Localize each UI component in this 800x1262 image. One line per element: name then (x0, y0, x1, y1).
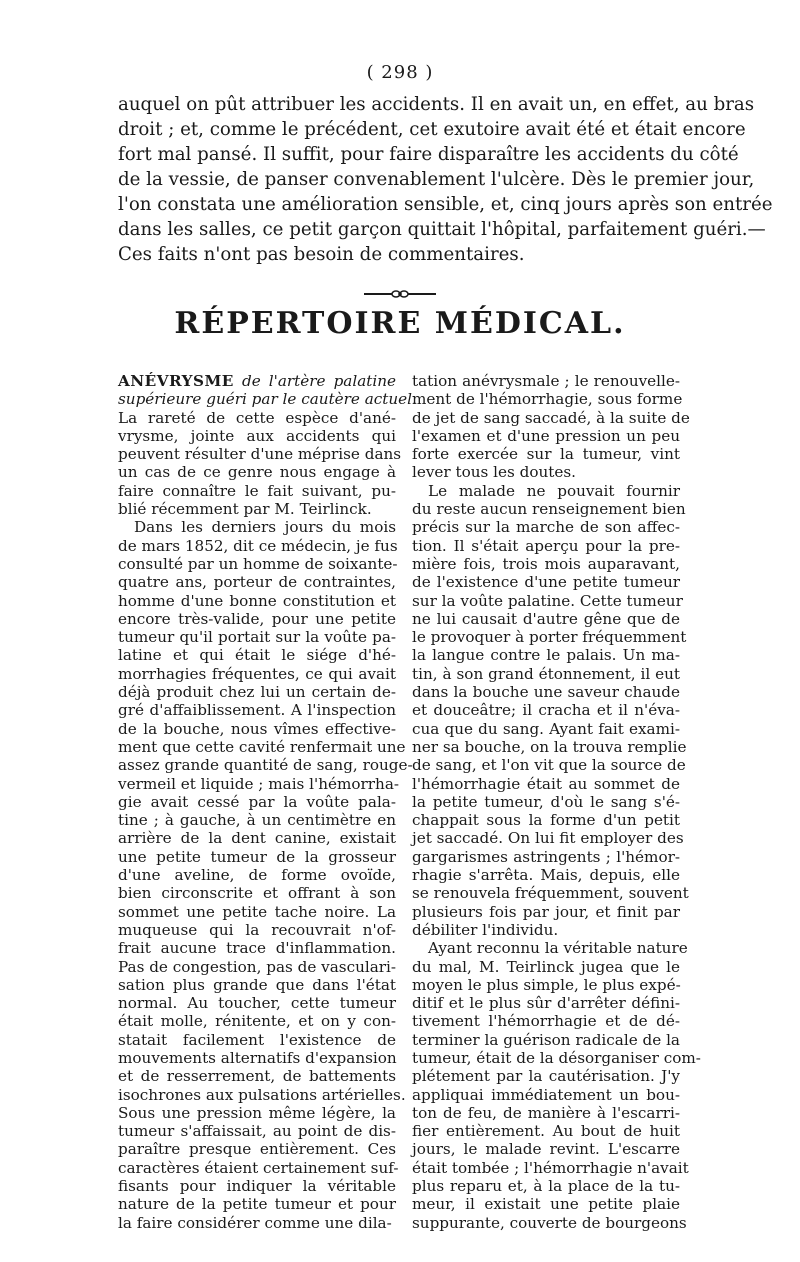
text-line: l'hémorrhagie était au sommet de (412, 774, 680, 793)
right-column-lines (412, 372, 701, 1232)
text-line: ditif et le plus sûr d'arrêter défini- (412, 994, 680, 1013)
text-line: tumeur s'affaissait, au point de dis- (118, 1122, 396, 1141)
text-line: précis sur la marche de son affec- (412, 518, 680, 537)
text-line: l'examen et d'une pression un peu (412, 426, 680, 445)
text-line: appliquai immédiatement un bou- (412, 1085, 680, 1104)
text-line: blié récemment par M. Teirlinck. (118, 500, 372, 519)
text-line: ne lui causait d'autre gêne que de (412, 609, 680, 628)
text-line: terminer la guérison radicale de la (412, 1030, 680, 1049)
left-column-lines (118, 390, 417, 1232)
text-line: normal. Au toucher, cette tumeur (118, 994, 396, 1013)
text-line: paraître presque entièrement. Ces (118, 1140, 396, 1159)
text-line: ment que cette cavité renfermait une (118, 737, 406, 756)
text-line: supérieure guéri par le cautère actuel. (118, 390, 417, 409)
text-line: tation anévrysmale ; le renouvelle- (412, 372, 680, 390)
intro-line: dans les salles, ce petit garçon quittait l'hôpital, parfaitement guéri.— (118, 219, 766, 240)
text-line: meur, il existait une petite plaie (412, 1195, 680, 1214)
text-line: du reste aucun renseignement bien (412, 500, 686, 519)
text-line: ton de feu, de manière à l'escarri- (412, 1103, 680, 1122)
text-line: déjà produit chez lui un certain de- (118, 683, 396, 702)
text-line: fier entièrement. Au bout de huit (412, 1122, 680, 1141)
text-line: dans la bouche une saveur chaude (412, 683, 680, 702)
right-column (412, 372, 701, 1232)
text-line: de jet de sang saccadé, à la suite de (412, 408, 690, 427)
text-line: moyen le plus simple, le plus expé- (412, 975, 681, 994)
text-line: ner sa bouche, on la trouva remplie (412, 737, 687, 756)
text-line: gargarismes astringents ; l'hémor- (412, 847, 680, 866)
text-line: mière fois, trois mois auparavant, (412, 554, 680, 573)
text-line: Dans les derniers jours du mois (134, 518, 396, 537)
text-line: une petite tumeur de la grosseur (118, 847, 396, 866)
text-line: mouvements alternatifs d'expansion (118, 1048, 397, 1067)
text-line: statait facilement l'existence de (118, 1030, 396, 1049)
text-line: fisants pour indiquer la véritable (118, 1177, 396, 1196)
text-line: ment de l'hémorrhagie, sous forme (412, 390, 683, 409)
text-line: débiliter l'individu. (412, 920, 559, 939)
text-line: d'une aveline, de forme ovoïde, (118, 866, 396, 885)
text-line: rhagie s'arrêta. Mais, depuis, elle (412, 866, 680, 885)
text-line: plus reparu et, à la place de la tu- (412, 1177, 680, 1196)
intro-line: l'on constata une amélioration sensible, et, cinq jours après son entrée (118, 194, 773, 215)
text-line: Sous une pression même légère, la (118, 1103, 396, 1122)
article-heading-subtitle: de l'artère palatine (241, 372, 396, 390)
intro-line: droit ; et, comme le précédent, cet exutoire avait été et était encore (118, 119, 746, 140)
text-line: la faire considérer comme une dila- (118, 1213, 392, 1232)
text-line: tumeur qu'il portait sur la voûte pa- (118, 628, 396, 647)
intro-line: auquel on pût attribuer les accidents. Il en avait un, en effet, au bras (118, 94, 755, 115)
text-line: frait aucune trace d'inflammation. (118, 939, 396, 958)
intro-line: fort mal pansé. Il suffit, pour faire disparaître les accidents du côté (118, 144, 739, 165)
text-line: nature de la petite tumeur et pour (118, 1195, 396, 1214)
text-line: forte exercée sur la tumeur, vint (412, 445, 680, 464)
text-line: plusieurs fois par jour, et finit par (412, 902, 680, 921)
text-line: La rareté de cette espèce d'ané- (118, 408, 396, 427)
intro-paragraph (118, 92, 773, 267)
text-line: gie avait cessé par la voûte pala- (118, 792, 396, 811)
text-line: muqueuse qui la recouvrait n'of- (118, 920, 396, 939)
text-line: de mars 1852, dit ce médecin, je fus (118, 536, 398, 555)
text-line: morrhagies fréquentes, ce qui avait (118, 664, 396, 683)
text-line: tion. Il s'était aperçu pour la pre- (412, 536, 680, 555)
text-line: chappait sous la forme d'un petit (412, 811, 680, 830)
text-line: Le malade ne pouvait fournir (428, 481, 680, 500)
article-heading-term: ANÉVRYSME (118, 372, 234, 390)
text-line: sation plus grande que dans l'état (118, 975, 396, 994)
text-line: lever tous les doutes. (412, 463, 576, 482)
text-line: la petite tumeur, d'où le sang s'é- (412, 792, 680, 811)
text-line: encore très-valide, pour une petite (118, 609, 396, 628)
text-line: Ayant reconnu la véritable nature (428, 939, 688, 958)
text-line: tine ; à gauche, à un centimètre en (118, 811, 396, 830)
text-line: de l'existence d'une petite tumeur (412, 573, 680, 592)
text-line: faire connaître le fait suivant, pu- (118, 481, 396, 500)
text-line: gré d'affaiblissement. A l'inspection (118, 701, 396, 720)
text-line: du mal, M. Teirlinck jugea que le (412, 957, 680, 976)
text-line: vermeil et liquide ; mais l'hémorrha- (118, 774, 400, 793)
text-line: assez grande quantité de sang, rouge- (118, 756, 413, 775)
text-line: consulté par un homme de soixante- (118, 554, 398, 573)
text-line: isochrones aux pulsations artérielles. (118, 1085, 406, 1104)
text-line: latine et qui était le siége d'hé- (118, 646, 396, 665)
text-line: et douceâtre; il cracha et il n'éva- (412, 701, 680, 720)
text-line: peuvent résulter d'une méprise dans (118, 445, 402, 464)
text-line: sur la voûte palatine. Cette tumeur (412, 591, 683, 610)
text-line: homme d'une bonne constitution et (118, 591, 396, 610)
page-number: ( 298 ) (366, 62, 434, 83)
text-line: de sang, et l'on vit que la source de (412, 756, 686, 775)
text-line: tivement l'hémorrhagie et de dé- (412, 1012, 680, 1031)
text-line: tin, à son grand étonnement, il eut (412, 664, 680, 683)
text-line: sommet une petite tache noire. La (118, 902, 396, 921)
text-line: le provoquer à porter fréquemment (412, 628, 687, 647)
text-line: quatre ans, porteur de contraintes, (118, 573, 396, 592)
text-line: de la bouche, nous vîmes effective- (118, 719, 396, 738)
text-line: plétement par la cautérisation. J'y (412, 1067, 680, 1086)
text-line: caractères étaient certainement suf- (118, 1158, 399, 1177)
text-line: se renouvela fréquemment, souvent (412, 884, 689, 903)
text-line: jet saccadé. On lui fit employer des (412, 829, 684, 848)
text-line: un cas de ce genre nous engage à (118, 463, 396, 482)
left-column (118, 372, 417, 1232)
text-line: vrysme, jointe aux accidents qui (118, 426, 396, 445)
text-line: Pas de congestion, pas de vasculari- (118, 957, 397, 976)
text-line: et de resserrement, de battements (118, 1067, 396, 1086)
intro-line: Ces faits n'ont pas besoin de commentaires. (118, 244, 525, 265)
article-heading (118, 372, 396, 390)
text-line: était tombée ; l'hémorrhagie n'avait (412, 1158, 689, 1177)
text-line: tumeur, était de la désorganiser com- (412, 1048, 701, 1067)
text-line: cua que du sang. Ayant fait exami- (412, 719, 680, 738)
intro-line: de la vessie, de panser convenablement l'ulcère. Dès le premier jour, (118, 169, 755, 190)
text-line: jours, le malade revint. L'escarre (412, 1140, 680, 1159)
ornament-divider-icon (360, 287, 440, 301)
text-line: la langue contre le palais. Un ma- (412, 646, 680, 665)
text-line: était molle, rénitente, et on y con- (118, 1012, 396, 1031)
section-title: RÉPERTOIRE MÉDICAL. (174, 306, 626, 341)
text-line: arrière de la dent canine, existait (118, 829, 396, 848)
text-line: suppurante, couverte de bourgeons (412, 1213, 687, 1232)
text-line: bien circonscrite et offrant à son (118, 884, 396, 903)
